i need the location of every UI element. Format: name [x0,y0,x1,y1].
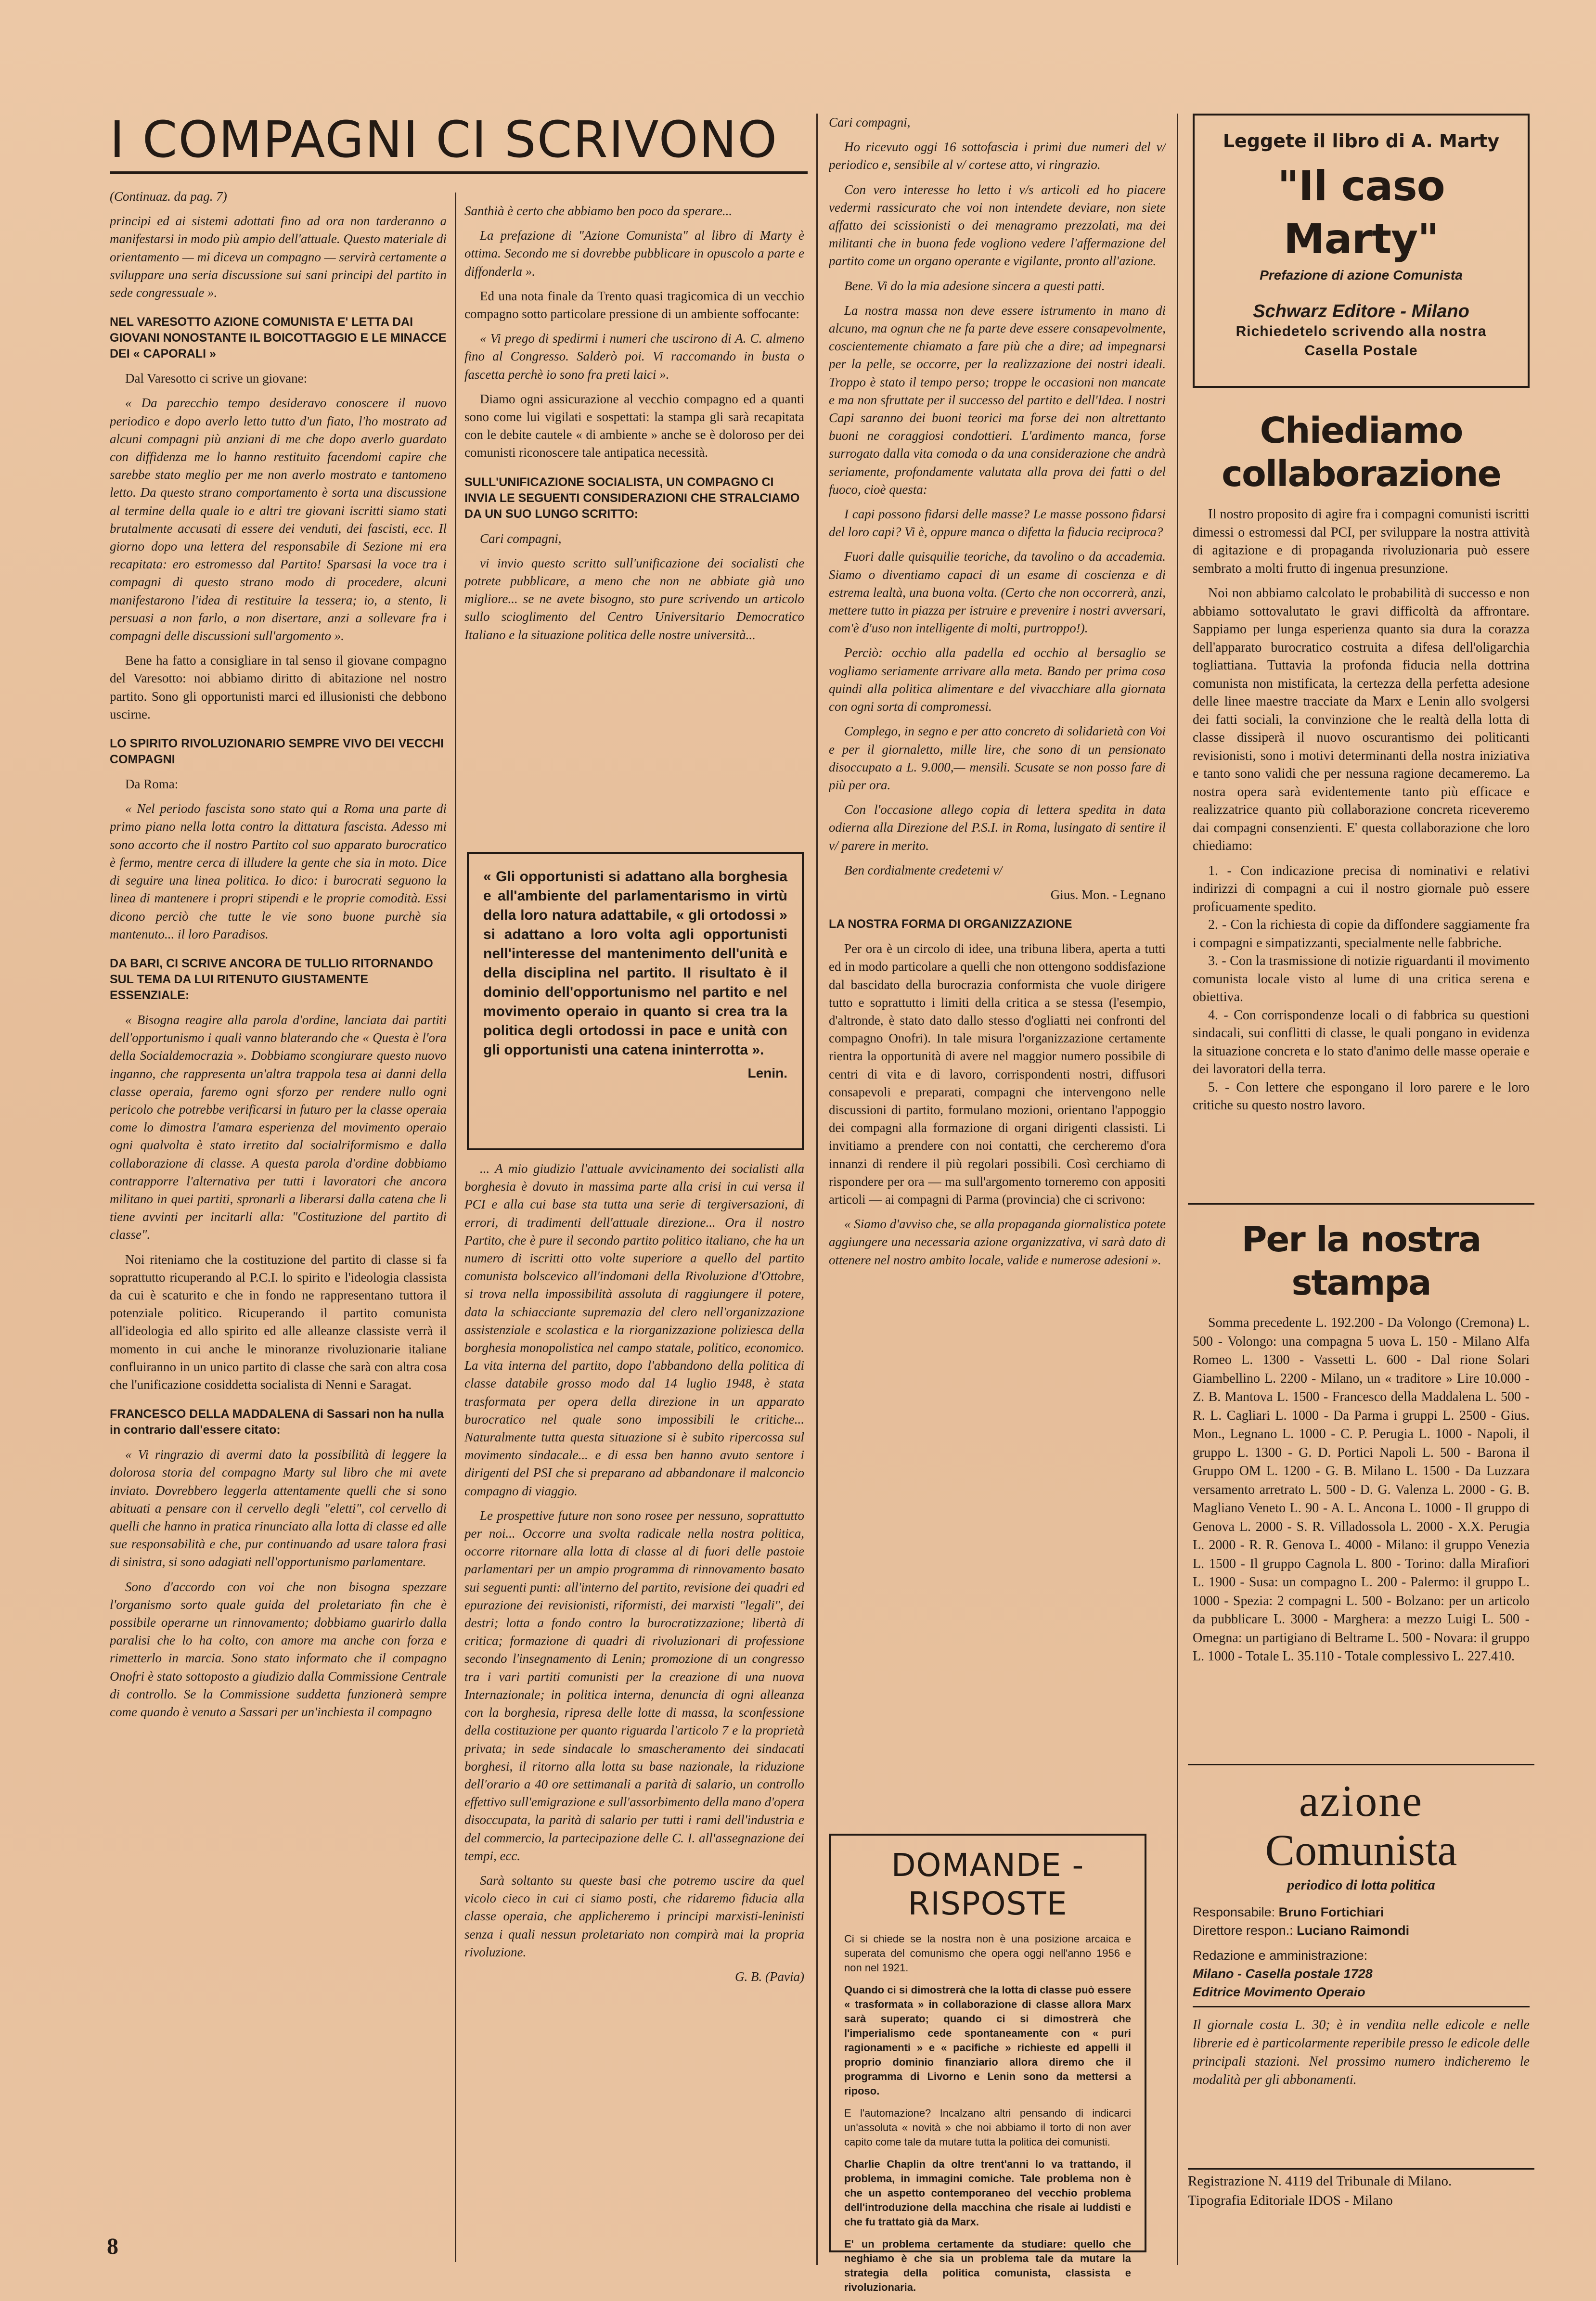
letter-text: Santhià è certo che abbiamo ben poco da sperare... [464,204,733,218]
letter-signature: G. B. (Pavia) [735,1969,804,1984]
logo-line: Comunista [1265,1825,1457,1875]
colophon-info [1193,1903,1530,2001]
article-text: Da Roma: [125,777,179,792]
box-text: Quando ci si dimostrerà che la lotta di classe può essere « trasformata » in collaborazione di classe allora Marx sarà superato; quando ci si dimostrerà che l'imperialismo cede spontaneamente con « puri ragionamenti » e « pacifiche » richieste ed appelli il proprio dominio finanziario allora diremo che il programma di Livorno e Lenin sono da mettersi a riposo. [844,1984,1131,2097]
letter-text: I capi possono fidarsi delle masse? Le masse possono fidarsi del loro capi? Vi è, oppure manca o difetta la fiducia reciproca? [829,507,1166,540]
info-label: Responsabile: [1193,1905,1275,1919]
section-rule [1188,1203,1534,1205]
list-item: 3. - Con la trasmissione di notizie riguardanti il movimento comunista locale visto al lume di una critica serena e obiettiva. [1193,953,1530,1004]
letter-text: Ho ricevuto oggi 16 sottofascia i primi due numeri del v/ periodico e, sensibile al v/ cortese atto, vi ringrazio. [829,140,1166,172]
letter-text: Complego, in segno e per atto concreto di solidarietà con Voi e per il giornaletto, mille lire, che sono di un pensionato disoccupato a L. 9.000,— mensili. Scusate se non posso fare di più per ora. [829,724,1166,792]
article-text: Noi non abbiamo calcolato le probabilità di successo e non abbiamo sottovalutato le gravi difficoltà da affrontare. Sappiamo per lunga esperienza quanto sia dura la corazza dell'apparato burocratico costruita a difesa dell'oligarchia togliattiana. Tuttavia la profonda fiducia nella dottrina comunista non mistificata, la certezza della perfetta adesione delle linee maestre tracciate da Marx e Lenin allo svolgersi dei fatti sociali, la convinzione che le realtà della lotta di classe dissiperà il nuovo oscurantismo dei politicanti revisionisti, sono i motivi determinanti della nostra iniziativa e tanto sono validi che per nessuna ragione decameremo. La nostra opera sarà evidentemente tanto più efficace e realizzatrice quanto più collaborazione concreta riceveremo dai compagni consenzienti. E' questa collaborazione che loro chiediamo: [1193,586,1530,853]
list-item: 2. - Con la richiesta di copie da diffondere saggiamente fra i compagni e simpatizzanti, specialmente nelle fabbriche. [1193,917,1530,951]
letter-text: vi invio questo scritto sull'unificazione dei socialisti che potrete pubblicare, a meno che non ne abbiate già uno migliore... se ne avete bisogno, sto pure scrivendo un articolo sullo scioglimento del Centro Universitario Democratico Italiano e la situazione politica delle nostre università... [464,555,804,642]
article-text: Noi riteniamo che la costituzione del partito di classe si fa soprattutto ricuperando al P.C.I. lo spirito e l'ideologia classista da cui è scaturito e che in fondo ne rappresentano tuttora il potenziale politico. Ricuperando il partito comunista all'ideologia ed allo spirito ed alle alleanze classiste verrà il momento in cui anche le minoranze rivoluzionarie italiane confluiranno in un unico partito di classe che sarà con altra cosa che l'unificazione cosiddetta socialista di Nenni e Saragat. [110,1252,447,1392]
info-value: Bruno Fortichiari [1278,1905,1384,1919]
column-divider [816,114,818,2265]
letter-text: « Vi ringrazio di avermi dato la possibilità di leggere la dolorosa storia del compagno Marty sul libro che mi avete inviato. Dovrebbero leggerla attentamente quelli che si sono abituati a pensare con il cervello degli "eletti", col cervello di quelli che hanno in pratica rinunciato alla lotta di classe ed alle sue responsabilità e che, pur continuando ad usare talora frasi di sinistra, si sono adagiati nell'opportunismo parlamentare. [110,1447,447,1569]
colophon [1193,1776,1530,2166]
section-title: Per la nostra stampa [1241,1219,1481,1303]
price-note: Il giornale costa L. 30; è in vendita nelle edicole e nelle librerie ed è particolarmente reperibile presso le edicole delle principali stazioni. Nel prossimo numero indicheremo le modalità per gli abbonamenti. [1193,2018,1530,2087]
section-heading: SULL'UNIFICAZIONE SOCIALISTA, UN COMPAGNO CI INVIA LE SEGUENTI CONSIDERAZIONI CHE STRALCIAMO DA UN SUO LUNGO SCRITTO: [464,475,800,521]
letter-text: « Da parecchio tempo desideravo conoscere il nuovo periodico e dopo averlo letto tutto d'un fiato, l'ho mostrato ad alcuni compagni più anziani di me che dopo averlo guardato con diffidenza me lo hanno restituito facendomi capire che sarebbe stato meglio per me non averlo mostrato e tantomeno letto. Da questo strano comportamento è sorta una discussione al termine della quale io e altri tre giovani iscritti siamo stati brutalmente accusati di essere dei venduti, dei fascisti, ecc. Il giorno dopo una lettera del responsabile di Sezione mi era recapitata: ero estromesso dal Partito! Sparsasi la voce tra i compagni di questo strano modo di procedere, alcuni manifestarono l'idea di restituire la tessera; io, a stento, li persuasi a non farlo, a non disertare, anzi a sollevare fra i compagni delle discussioni sull'argomento ». [110,396,447,643]
box-text: Ci si chiede se la nostra non è una posizione arcaica e superata del comunismo che opera oggi nell'anno 1956 e non nel 1921. [844,1933,1131,1974]
book-ad-box [1193,114,1530,388]
logo-line: azione [1299,1776,1424,1825]
article-text: Diamo ogni assicurazione al vecchio compagno ed a quanti sono come lui vigilati e sospettati: la stampa gli sarà recapitata con le debite cautele « di ambiente » anche se è doloroso per dei comunisti riconoscere tale antipatica necessità. [464,391,804,460]
column-3 [829,114,1166,1817]
letter-text: « Bisogna reagire alla parola d'ordine, lanciata dai partiti dell'opportunismo i quali vanno blaterando che « Questa è l'ora della Socialdemocrazia ». Dobbiamo scongiurare questo nuovo inganno, che rappresenta un'altra trappola tesa ai danni della classe operaia, faremo ogni sforzo per rendere nullo ogni pericolo che potrebbe verificarsi in futuro per la classe operaia come lo dimostra l'amara esperienza del movimento operaio ogni qualvolta è stato irretito dal socialriformismo e dalla collaborazione di classe. A questa parola d'ordine dobbiamo contrapporre l'alternativa per tutti i lavoratori che ancora militano in quei partiti, spronarli a liberarsi dalla catena che li tiene avvinti per incitarli alla: "Costituzione del partito di classe". [110,1012,447,1242]
column-1 [110,188,447,2272]
letter-text: « Vi prego di spedirmi i numeri che uscirono di A. C. almeno fino al Congresso. Salderò poi. Vi raccomando in busta o fascetta perchè io sono fra preti laici ». [464,331,804,382]
page-headline: I COMPAGNI CI SCRIVONO [110,110,778,169]
letter-text: « Siamo d'avviso che, se alla propaganda giornalistica potete aggiungere una necessaria azione organizzativa, vi sarà dato di ottenere nel nostro ambito locale, valide e numerose adesioni ». [829,1217,1166,1267]
box-text: Charlie Chaplin da oltre trent'anni lo va trattando, il problema, in immagini comiche. Tale problema non è che un aspetto contemporaneo del vecchio problema dell'introduzione della macchina che risale ai luddisti e che fu trattato già da Marx. [844,2158,1131,2228]
column-2-top [464,202,804,837]
letter-text: Sono d'accordo con voi che non bisogna spezzare l'organismo sorto quale guida del proletariato fin che è possibile operarne un rinnovamento; dobbiamo guarirlo dalla paralisi che lo ha colto, con amore ma anche con forza e rimetterlo in marcia. Sono stato informato che il compagno Onofri è stato sottoposto a giudizio dalla Commissione Centrale di controllo. Se la Commissione suddetta funzionerà sempre come quando è venuto a Sassari per un'inchiesta il compagno [110,1579,447,1720]
headline-rule [110,171,808,174]
collaboration-section [1193,409,1530,1189]
info-value: Milano - Casella postale 1728 [1193,1967,1373,1981]
list-item: 5. - Con lettere che espongano il loro parere e le loro critiche su questo nostro lavoro. [1193,1080,1530,1113]
article-text: Per ora è un circolo di idee, una tribuna libera, aperta a tutti ed in modo particolare a quelli che non ottengono soddisfazione dal bascidato della burocrazia conformista che vuole dirigere tutto e soprattutto i limiti della critica a se stessa (l'esempio, d'altronde, è stato dato dallo stesso d'ogliatti nei confronti del compagno Onofri). In tale misura l'organizzazione certamente rientra la opportunità di avere nel maggior numero possibile di centri di vita e di lavoro, corrispondenti nostri, diffusori consapevoli e preparati, compagni che intervengono nelle discussioni di partito, formulano mozioni, orientano l'appoggio dei compagni alla formazione di organi dirigenti classisti. Li invitiamo a prendere con noi contatti, che cercheremo d'ora innanzi di rendere il più regolari possibili. Così cerchiamo di rispondere per ora — ma sull'argomento torneremo con appositi articoli — ai compagni di Parma (provincia) che ci scrivono: [829,941,1166,1207]
registration-text: Registrazione N. 4119 del Tribunale di Milano. [1188,2173,1452,2189]
printer-text: Tipografia Editoriale IDOS - Milano [1188,2193,1393,2208]
letter-text: Perciò: occhio alla padella ed occhio al bersaglio se vogliamo seriamente arrivare alla meta. Bando per prima cosa quindi alla politica alimentare e del vivacchiare alla giornata con ogni sorta di compromessi. [829,645,1166,714]
letter-text: « Nel periodo fascista sono stato qui a Roma una parte di primo piano nella lotta contro la dittatura fascista. Adesso mi sono accorto che il nostro Partito col suo apparato burocratico è fermo, mentre cerca di illudere la gente che sia in moto. Dice di seguire una linea politica. Io dico: i burocrati seguono la linea di mantenere i propri stipendi e le proprie comodità. Essi dicono perciò che tutte le vie sono buone purchè sia mantenuto... il loro Paradisos. [110,801,447,941]
letter-text: La prefazione di "Azione Comunista" al libro di Marty è ottima. Secondo me si dovrebbe pubblicare in opuscolo a parte e diffonderla ». [464,228,804,279]
info-label: Redazione e amministrazione: [1193,1948,1368,1963]
letter-text: Con l'occasione allego copia di lettera spedita in data odierna alla Direzione del P.S.I. in Roma, lusingato di sentire il v/ parere in merito. [829,802,1166,853]
list-item: 4. - Con corrispondenze locali o di fabbrica su questioni sindacali, sui conflitti di classe, le quali pongano in evidenza la situazione concreta e lo stato d'animo delle masse operaie e dei lavoratori della terra. [1193,1007,1530,1077]
column-2-bottom [464,1160,804,2267]
letter-text: Cari compagni, [829,115,911,129]
ad-publisher: Schwarz Editore - Milano [1253,301,1469,321]
section-heading: LA NOSTRA FORMA DI ORGANIZZAZIONE [829,917,1072,931]
box-text: E l'automazione? Incalzano altri pensando di indicarci un'assoluta « novità » che noi abbiamo il torto di non aver capito come tale da mutare tutta la politica dei comunisti. [844,2107,1131,2148]
footer-imprint [1188,2168,1534,2210]
letter-text: Ben cordialmente credetemi v/ [844,862,1003,877]
article-text: Bene ha fatto a consigliare in tal senso il giovane compagno del Varesotto: noi abbiamo diritto di abitazione nel nostro partito. Sono gli opportunisti marci ed illusionisti che debbono uscirne. [110,653,447,721]
letter-text: Cari compagni, [480,531,562,546]
logo-subtitle: periodico di lotta politica [1287,1877,1435,1893]
column-divider [455,193,456,2262]
letter-text: La nostra massa non deve essere istrumento in mano di alcuno, ma ognun che ne fa parte deve essere consapevolmente, coscientemente chiamato a fare più che a dire; ad impegnarsi per la pelle, se occorre, per la realizzazione dei nostri ideali. Troppo è stato il tempo perso; troppe le occasioni non mancate e ma non sfruttate per il successo del partito e dell'Idea. I nostri Capi saranno dei buoni teorici ma forse dei non altrettanto buoni ne coraggiosi condottieri. L'ardimento manca, forse surrogato dalla vita comoda o da una considerazione che andrà seriamente, profondamente valutata alla prova dei fatti o del fuoco, cioè questa: [829,303,1166,497]
list-item: 1. - Con indicazione precisa di nominativi e relativi indirizzi di compagni a cui il nostro giornale può essere proficuamente spedito. [1193,863,1530,914]
article-text: Ed una nota finale da Trento quasi tragicomica di un vecchio compagno sotto particolare pressione di un ambiente soffocante: [464,288,804,321]
section-heading: NEL VARESOTTO AZIONE COMUNISTA E' LETTA DAI GIOVANI NONOSTANTE IL BOICOTTAGGIO E LE MINACCE DEI « CAPORALI » [110,315,447,361]
letter-text: Le prospettive future non sono rosee per nessuno, soprattutto per noi... Occorre una svolta radicale nella nostra politica, occorre ritornare alla lotta di classe al di fuori delle pastoie parlamentari per un ampio programma di rinnovamento basato sui seguenti punti: all'interno del partito, revisione dei quadri ed epurazione dei revisionisti, riformisti, dei marxisti "legali", dei destri; lotta a fondo contro la burocratizzazione; libertà di critica; formazione di quadri di rivoluzionari di professione secondo l'insegnamento di Lenin; promozione di un congresso tra i vari partiti comunisti per la creazione di una nuova Internazionale; in politica interna, denuncia di ogni alleanza con la borghesia, ripresa delle lotte di massa, la sconfessione della costituzione per quanto riguarda l'articolo 7 e la proprietà privata; in sede sindacale lo smascheramento dei sindacati borghesi, il ritorno alla lotta su base nazionale, la riduzione dell'orario a 40 ore settimanali a parità di salario, un controllo effettivo sull'emigrazione e sull'assorbimento della mano d'opera disoccupata, la parità di salario per tutti i rami dell'industria e del commercio, la partecipazione delle C. I. all'assegnazione dei tempi, ecc. [464,1508,804,1863]
ad-subtitle: Prefazione di azione Comunista [1260,268,1463,283]
section-heading: FRANCESCO DELLA MADDALENA di Sassari non ha nulla in contrario dall'essere citato: [110,1407,444,1437]
section-rule [1193,2006,1530,2007]
info-value: Luciano Raimondi [1297,1923,1410,1938]
donations-list: Somma precedente L. 192.200 - Da Volongo (Cremona) L. 500 - Volongo: una compagna 5 uova L. 150 - Milano Alfa Romeo L. 1300 - Vassetti L. 600 - Dal rione Solari Giambellino L. 2200 - Milano, un « traditore » Lire 10.000 - Z. B. Mantova L. 1500 - Francesco della Maddalena L. 500 - R. L. Cagliari L. 1000 - Da Parma i gruppi L. 2500 - Gius. Mon., Legnano L. 1000 - C. P. Perugia L. 1000 - Napoli, il gruppo L. 1300 - G. D. Portici Napoli L. 500 - Barona il Gruppo OM L. 1200 - G. B. Milano L. 1500 - Da Luzzara versamento arretrato L. 500 - D. G. Valenza L. 2000 - G. B. Magliano Veneto L. 90 - A. L. Ancona L. 1000 - Il gruppo di Genova L. 2000 - S. R. Villadossola L. 2000 - X.X. Perugia L. 2000 - R. R. Genova L. 4000 - Milano: il gruppo Venezia L. 1500 - Il gruppo Cagnola L. 800 - Torino: dalla Mirafiori L. 1900 - Susa: un compagno L. 200 - Palermo: il gruppo L. 1000 - Spezia: 2 compagni L. 500 - Bolzano: per un articolo da pubblicare L. 3000 - Marghera: a mezzo Luigi L. 500 - Omegna: un partigiano di Beltrame L. 500 - Novara: il gruppo L. 1000 - Totale L. 35.110 - Totale complessivo L. 227.410. [1193,1315,1530,1664]
article-text: Dal Varesotto ci scrive un giovane: [125,371,308,386]
letter-text: ... A mio giudizio l'attuale avvicinamento dei socialisti alla borghesia è dovuto in massima parte alla crisi in cui versa il PCI e alla cui base sta tutta una serie di tergiversazioni, di errori, di tradimenti dell'attuale direzione... Ora il nostro Partito, che è pure il secondo partito politico italiano, che ha un numero di iscritti otto volte superiore a quello del partito comunista bolscevico all'indomani della Rivoluzione d'Ottobre, si trova nella impossibilità assoluta di raggiungere il potere, data la schiacciante supremazia del clero nell'organizzazione assistenziale e scolastica e la riorganizzazione poliziesca della borghesia monopolistica nel campo statale, politico, economico. La vita interna del partito, dopo l'abbandono della politica di classe databile grosso modo dal 14 luglio 1948, è stata trasformata per opera della direzione in un apparato burocratico nel quale sono impossibili le critiche... Naturalmente tutta questa situazione si è subito ripercossa sul movimento sindacale... e di essa ben hanno avuto sentore i dirigenti del PSI che si preparano ad abbandonare il malconcio compagno di viaggio. [464,1161,804,1498]
letter-text: Con vero interesse ho letto i v/s articoli ed ho piacere vedermi rassicurato che voi non intendete deviare, non siete affatto dei scissionisti o dei menagramo prezzolati, ma dei militanti che in buona fede vogliono vedere l'affermazione del partito come un organo operante e vigilante, pronto all'azione. [829,182,1166,269]
article-text: principi ed ai sistemi adottati fino ad ora non tarderanno a manifestarsi in modo più ampio dell'attuale. Questo materiale di orientamento — mi diceva un compagno — servirà certamente a sviluppare una seria discussione sui sani principi del partito in sede congressuale ». [110,214,447,300]
box-title: DOMANDE - RISPOSTE [891,1847,1084,1922]
ad-book-title: "Il caso Marty" [1277,162,1445,263]
section-heading: LO SPIRITO RIVOLUZIONARIO SEMPRE VIVO DEI VECCHI COMPAGNI [110,737,444,767]
section-rule [1188,1764,1534,1765]
lenin-quote-box [467,852,804,1150]
letter-text: Fuori dalle quisquilie teoriche, da tavolino o da accademia. Siamo o diventiamo capaci di un esame di coscienza e di estrema lealtà, una buona volta. (Certo che non occorrerà, anzi, mettere tutto in piazza per istruire e prevenire i nostri avversari, com'è d'uso non intelligente di molti, purtroppo!). [829,549,1166,636]
ad-line: Leggete il libro di A. Marty [1223,130,1500,152]
info-label: Direttore respon.: [1193,1923,1293,1938]
letter-text: Sarà soltanto su queste basi che potremo uscire da quel vicolo cieco in cui ci siamo posti, che ridaremo fiducia alla classe operaia, che applicheremo i principi marxisti-leninisti senza i quali nessun proletariato non compirà mai la propria rivoluzione. [464,1873,804,1959]
section-title: Chiediamo collaborazione [1222,410,1501,495]
column-divider [1177,114,1178,2265]
ad-request: Richiedetelo scrivendo alla nostra Casella Postale [1236,323,1487,359]
press-fund-section [1193,1218,1530,1761]
page-number: 8 [107,2234,118,2259]
quote-text: « Gli opportunisti si adattano alla borghesia e all'ambiente del parlamentarismo in virtù della loro natura adattabile, « gli ortodossi » si adattano a loro volta agli opportunisti nell'interesse del mantenimento dell'unità e della disciplina nel partito. Il risultato è il dominio dell'opportunismo nel partito e nel movimento operaio in quanto si crea tra la politica degli ortodossi in pace e unità con gli opportunisti una catena ininterrotta ». [483,869,787,1058]
info-value: Editrice Movimento Operaio [1193,1985,1365,1999]
letter-text: Bene. Vi do la mia adesione sincera a questi patti. [844,278,1105,293]
quote-author: Lenin. [747,1066,787,1080]
box-text: E' un problema certamente da studiare: quello che neghiamo è che sia un problema tale da mutare la strategia della politica comunista, classista e rivoluzionaria. [844,2238,1131,2293]
continuation-note: (Continuaz. da pag. 7) [110,189,227,204]
domande-risposte-box [829,1834,1146,2293]
article-text: Il nostro proposito di agire fra i compagni comunisti iscritti dimessi o estromessi dal PCI, per sviluppare la nostra attività di agitazione e di propaganda rivoluzionaria può essere sembrato a molti frutto di ingenua presunzione. [1193,507,1530,576]
section-heading: DA BARI, CI SCRIVE ANCORA DE TULLIO RITORNANDO SUL TEMA DA LUI RITENUTO GIUSTAMENTE ESSENZIALE: [110,956,433,1002]
newspaper-logo [1193,1776,1530,1893]
letter-signature: Gius. Mon. - Legnano [1050,887,1166,902]
